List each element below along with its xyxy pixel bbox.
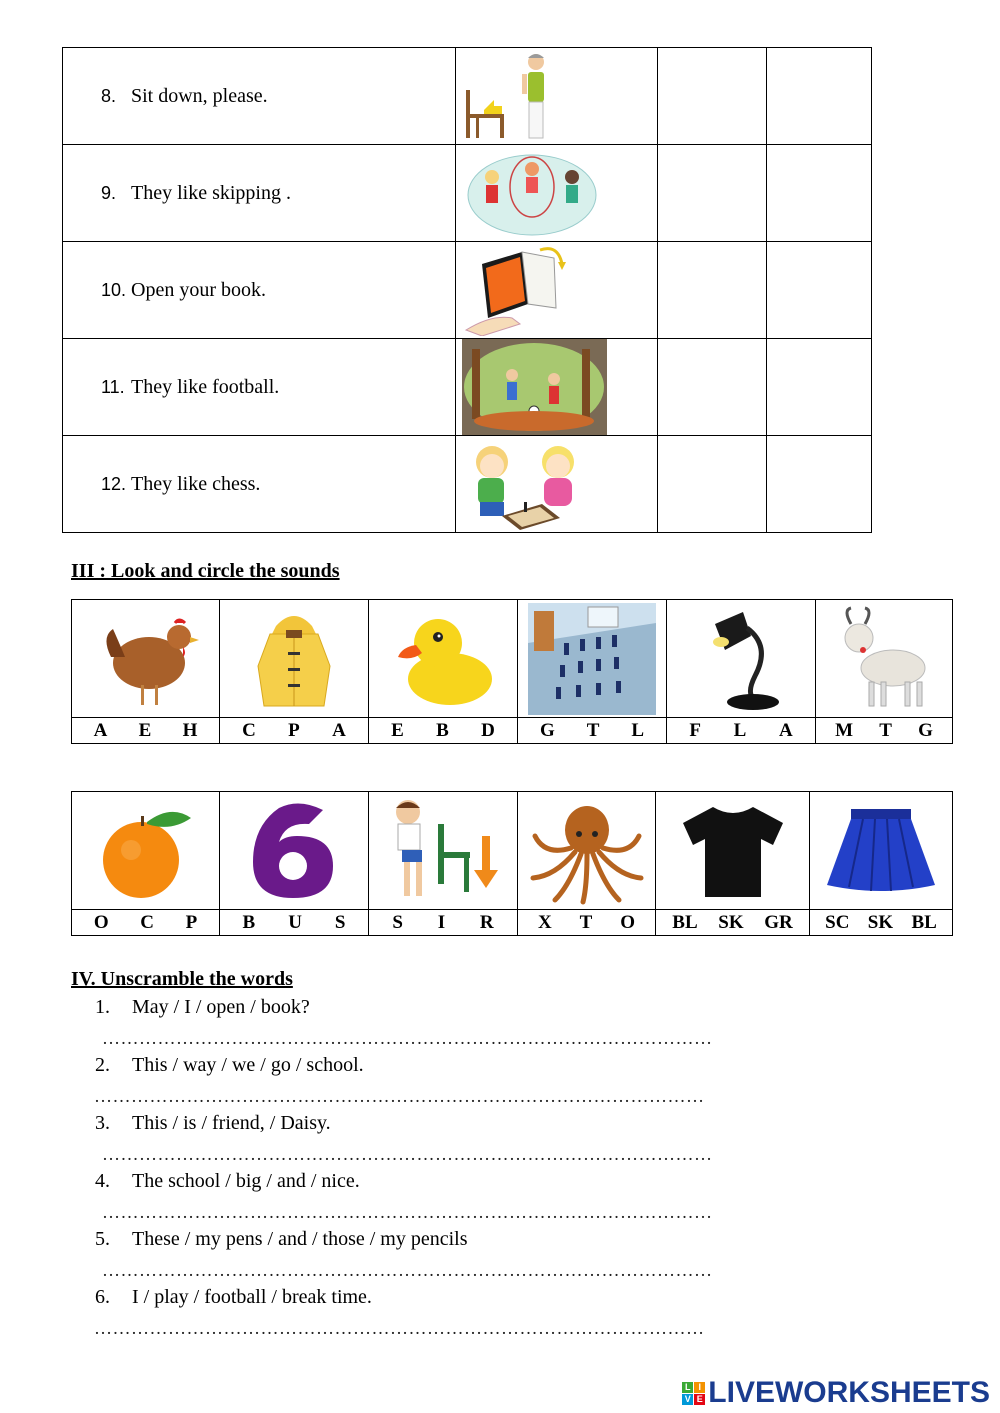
- brand-text: LIVEWORKSHEETS: [708, 1376, 990, 1409]
- letter-choices: [667, 718, 816, 744]
- letter-option[interactable]: E: [138, 719, 152, 741]
- scrambled-words: The school / big / and / nice.: [132, 1170, 360, 1192]
- skirt-icon: [810, 793, 952, 909]
- answer-cell[interactable]: [658, 48, 767, 145]
- logo-letter: I: [694, 1382, 705, 1393]
- sentence-text: They like football.: [131, 375, 280, 398]
- item-number: 8.: [101, 85, 117, 106]
- octopus-icon: [518, 793, 655, 909]
- letter-option[interactable]: A: [332, 719, 346, 741]
- item-number: 10.: [101, 279, 127, 300]
- sentence-text: They like skipping .: [131, 181, 291, 204]
- lamp-icon: [667, 601, 815, 717]
- logo-letter: L: [682, 1382, 693, 1393]
- letter-choices: [369, 718, 518, 744]
- letter-option[interactable]: R: [479, 911, 494, 933]
- answer-cell[interactable]: [658, 436, 767, 533]
- letter-option[interactable]: E: [391, 719, 404, 741]
- letter-option[interactable]: SK: [718, 911, 744, 933]
- kids-skipping-icon: [462, 147, 612, 239]
- table-row: [63, 339, 872, 436]
- item-number: 5.: [95, 1228, 110, 1250]
- letter-option[interactable]: BL: [672, 911, 698, 933]
- letter-option[interactable]: T: [879, 719, 892, 741]
- letter-choices: [656, 910, 810, 936]
- picture-cell: [456, 436, 658, 533]
- teacher-chair-icon: [462, 50, 612, 142]
- item-number: 2.: [95, 1054, 110, 1076]
- letter-option[interactable]: P: [185, 911, 198, 933]
- logo-letter: V: [682, 1394, 693, 1405]
- letter-option[interactable]: L: [631, 719, 644, 741]
- sentence-text: They like chess.: [131, 472, 261, 495]
- letter-choices: [518, 910, 656, 936]
- answer-cell[interactable]: [658, 242, 767, 339]
- picture-cell: [72, 600, 220, 718]
- letter-option[interactable]: F: [689, 719, 701, 741]
- liveworksheets-logo-icon: [682, 1382, 705, 1405]
- table-row: [63, 436, 872, 533]
- picture-cell: [456, 145, 658, 242]
- picture-cell: [518, 792, 656, 910]
- picture-cell: [810, 792, 953, 910]
- letter-option[interactable]: I: [437, 911, 446, 933]
- picture-cell: [456, 242, 658, 339]
- sentence-text: Sit down, please.: [131, 84, 268, 107]
- picture-cell: [369, 600, 518, 718]
- letter-option[interactable]: C: [242, 719, 256, 741]
- answer-cell[interactable]: [767, 242, 872, 339]
- answer-cell[interactable]: [658, 145, 767, 242]
- letter-option[interactable]: SC: [825, 911, 850, 933]
- answer-line[interactable]: ………………………………………………………………………………………: [102, 1202, 713, 1222]
- letter-option[interactable]: A: [93, 719, 108, 741]
- scrambled-words: These / my pens / and / those / my pencils: [132, 1228, 468, 1250]
- list-item: [95, 1286, 372, 1309]
- letter-option[interactable]: B: [242, 911, 256, 933]
- liveworksheets-brand[interactable]: [682, 1376, 990, 1410]
- picture-cell: [456, 48, 658, 145]
- sounds-grid-row-1: [71, 599, 953, 744]
- sentence-cell: [63, 145, 456, 242]
- matching-table: [62, 47, 872, 533]
- raincoat-icon: [220, 601, 368, 717]
- letter-option[interactable]: P: [288, 719, 300, 741]
- scrambled-words: May / I / open / book?: [132, 996, 310, 1018]
- kids-chess-icon: [462, 438, 612, 530]
- sentence-text: Open your book.: [131, 278, 266, 301]
- picture-cell: [816, 600, 953, 718]
- item-number: 4.: [95, 1170, 110, 1192]
- number-six-icon: [220, 793, 368, 909]
- answer-line[interactable]: ………………………………………………………………………………………: [102, 1144, 713, 1164]
- sounds-grid-row-2: [71, 791, 953, 936]
- answer-line[interactable]: ………………………………………………………………………………………: [102, 1028, 713, 1048]
- letter-choices: [810, 910, 953, 936]
- logo-letter: E: [694, 1394, 705, 1405]
- letter-option[interactable]: L: [733, 719, 747, 741]
- section-4-heading: IV. Unscramble the words: [71, 968, 293, 990]
- letter-option[interactable]: S: [392, 911, 403, 933]
- sentence-cell: [63, 436, 456, 533]
- letter-option[interactable]: T: [579, 911, 593, 933]
- item-number: 1.: [95, 996, 110, 1018]
- letter-choices: [220, 910, 369, 936]
- letter-option[interactable]: S: [334, 911, 346, 933]
- hen-icon: [72, 601, 219, 717]
- letter-option[interactable]: T: [586, 719, 600, 741]
- item-number: 12.: [101, 473, 127, 494]
- letter-choices: [518, 718, 667, 744]
- letter-choices: [72, 910, 220, 936]
- goat-icon: [816, 601, 952, 717]
- letter-option[interactable]: A: [778, 719, 793, 741]
- scrambled-words: This / way / we / go / school.: [132, 1054, 364, 1076]
- letter-option[interactable]: U: [288, 911, 302, 933]
- letter-option[interactable]: D: [481, 719, 495, 741]
- letter-option[interactable]: SK: [867, 911, 894, 933]
- letter-option[interactable]: O: [620, 911, 635, 933]
- answer-line[interactable]: ………………………………………………………………………………………: [94, 1318, 705, 1338]
- list-item: [95, 1112, 331, 1135]
- letter-choices: [72, 718, 220, 744]
- scrambled-words: I / play / football / break time.: [132, 1286, 372, 1308]
- scrambled-words: This / is / friend, / Daisy.: [132, 1112, 331, 1134]
- picture-cell: [667, 600, 816, 718]
- answer-line[interactable]: ………………………………………………………………………………………: [102, 1260, 713, 1280]
- open-book-icon: [462, 244, 612, 336]
- item-number: 11.: [101, 376, 125, 397]
- letter-option[interactable]: B: [436, 719, 449, 741]
- table-row: [63, 242, 872, 339]
- letter-choices: [220, 718, 369, 744]
- letter-option[interactable]: H: [182, 719, 198, 741]
- letter-option[interactable]: X: [537, 911, 552, 933]
- sentence-cell: [63, 242, 456, 339]
- picture-cell: [220, 600, 369, 718]
- letter-choices: [369, 910, 518, 936]
- kids-football-icon: [462, 341, 612, 433]
- answer-cell[interactable]: [767, 436, 872, 533]
- item-number: 9.: [101, 182, 117, 203]
- letter-option[interactable]: BL: [911, 911, 937, 933]
- letter-option[interactable]: C: [140, 911, 154, 933]
- picture-cell: [72, 792, 220, 910]
- letter-option[interactable]: G: [918, 719, 933, 741]
- item-number: 3.: [95, 1112, 110, 1134]
- answer-cell[interactable]: [767, 145, 872, 242]
- list-item: [95, 1170, 360, 1193]
- duck-icon: [369, 601, 517, 717]
- picture-cell: [656, 792, 810, 910]
- list-item: [95, 996, 310, 1019]
- answer-cell[interactable]: [658, 339, 767, 436]
- sentence-cell: [63, 48, 456, 145]
- picture-cell: [456, 339, 658, 436]
- letter-option[interactable]: G: [539, 719, 555, 741]
- table-row: [63, 48, 872, 145]
- tshirt-icon: [656, 793, 809, 909]
- letter-choices: [816, 718, 953, 744]
- answer-line[interactable]: ………………………………………………………………………………………: [94, 1086, 705, 1106]
- sentence-cell: [63, 339, 456, 436]
- letter-option[interactable]: M: [835, 719, 854, 741]
- section-3-heading: III : Look and circle the sounds: [71, 560, 340, 582]
- list-item: [95, 1054, 364, 1077]
- picture-cell: [220, 792, 369, 910]
- table-row: [63, 145, 872, 242]
- letter-option[interactable]: O: [93, 911, 109, 933]
- picture-cell: [518, 600, 667, 718]
- item-number: 6.: [95, 1286, 110, 1308]
- answer-cell[interactable]: [767, 339, 872, 436]
- gym-students-icon: [518, 601, 666, 717]
- picture-cell: [369, 792, 518, 910]
- boy-sitting-icon: [369, 793, 517, 909]
- letter-option[interactable]: GR: [764, 911, 793, 933]
- answer-cell[interactable]: [767, 48, 872, 145]
- orange-icon: [72, 793, 219, 909]
- list-item: [95, 1228, 468, 1251]
